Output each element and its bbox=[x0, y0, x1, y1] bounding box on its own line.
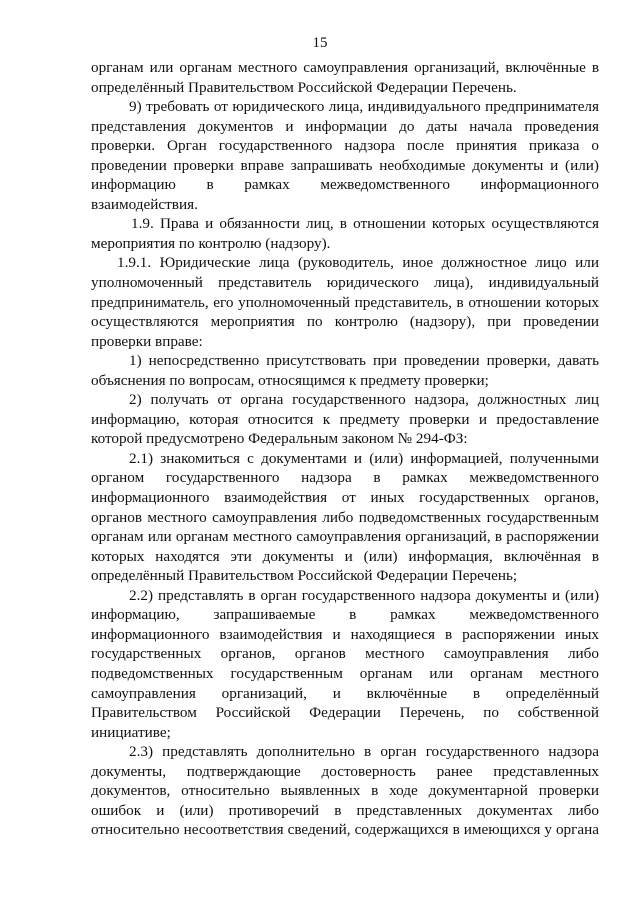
text-line: осуществляются мероприятия по контролю (надзору), при проведении bbox=[91, 313, 599, 331]
text-line: государственных органов, органов местного самоуправления либо bbox=[91, 645, 599, 663]
text-line: информационного взаимодействия от иных государственных органов, bbox=[91, 489, 599, 507]
text-line: документы, подтверждающие достоверность ранее представленных bbox=[91, 762, 599, 780]
text-line: объяснения по вопросам, относящимся к предмету проверки; bbox=[91, 371, 489, 389]
text-line: самоуправления организаций, и включённые в определённый bbox=[91, 684, 599, 702]
text-line: относительно несоответствия сведений, содержащихся в имеющихся у органа bbox=[91, 821, 599, 839]
text-line: ошибок и (или) противоречий в представленных документах либо bbox=[91, 801, 599, 819]
text-line: уполномоченный представитель юридического лица), индивидуальный bbox=[91, 274, 599, 292]
text-line: представления документов и информации до даты начала проведения bbox=[91, 117, 599, 135]
text-line: 2.2) представлять в орган государственного надзора документы и (или) bbox=[129, 586, 599, 604]
text-line: которых находятся эти документы и (или) информация, включённая в bbox=[91, 547, 599, 565]
text-line: Правительством Российской Федерации Перечень, по собственной bbox=[91, 704, 599, 722]
text-line: подведомственных государственным органам или органам местного bbox=[91, 664, 599, 682]
text-line: информацию, которая относится к предмету проверки и предоставление bbox=[91, 410, 599, 428]
document-body bbox=[91, 58, 599, 840]
text-line: определённый Правительством Российской Федерации Перечень; bbox=[91, 567, 518, 585]
text-line: инициативе; bbox=[91, 723, 171, 741]
text-line: проверки вправе: bbox=[91, 332, 203, 350]
text-line: предприниматель, его уполномоченный представитель, в отношении которых bbox=[91, 293, 599, 311]
text-line: информацию, запрашиваемые в рамках межведомственного bbox=[91, 606, 599, 624]
page-number: 15 bbox=[312, 35, 328, 51]
text-line: органов местного самоуправления либо подведомственных государственным bbox=[91, 508, 599, 526]
text-line: проведении проверки вправе запрашивать необходимые документы и (или) bbox=[91, 156, 599, 174]
text-line: органам или органам местного самоуправления организаций, включённые в bbox=[91, 59, 599, 76]
text-line: информацию в рамках межведомственного информационного bbox=[91, 176, 599, 194]
text-line: органом государственного надзора в рамках межведомственного bbox=[91, 469, 599, 487]
text-line: взаимодействия. bbox=[91, 195, 198, 213]
text-line: 2.3) представлять дополнительно в орган государственного надзора bbox=[129, 743, 599, 761]
text-line: 1.9. Права и обязанности лиц, в отношении которых осуществляются bbox=[131, 215, 599, 233]
text-line: органам или органам местного самоуправления организаций, в распоряжении bbox=[91, 528, 599, 546]
text-line: проверки. Орган государственного надзора после принятия приказа о bbox=[91, 137, 599, 155]
text-line: мероприятия по контролю (надзору). bbox=[91, 234, 331, 252]
text-line: которой предусмотрено Федеральным законом № 294-ФЗ: bbox=[91, 430, 468, 448]
text-line: информационного взаимодействия и находящиеся в распоряжении иных bbox=[91, 625, 599, 643]
text-line: 2.1) знакомиться с документами и (или) информацией, полученными bbox=[129, 449, 599, 467]
text-line: 1.9.1. Юридические лица (руководитель, иное должностное лицо или bbox=[117, 254, 599, 272]
text-line: 9) требовать от юридического лица, индивидуального предпринимателя bbox=[129, 98, 599, 116]
text-line: определённый Правительством Российской Федерации Перечень. bbox=[91, 78, 517, 96]
text-line: документов, относительно выявленных в ходе документарной проверки bbox=[91, 782, 599, 800]
text-line: 1) непосредственно присутствовать при проведении проверки, давать bbox=[129, 352, 599, 370]
text-line: 2) получать от органа государственного надзора, должностных лиц bbox=[129, 391, 599, 409]
